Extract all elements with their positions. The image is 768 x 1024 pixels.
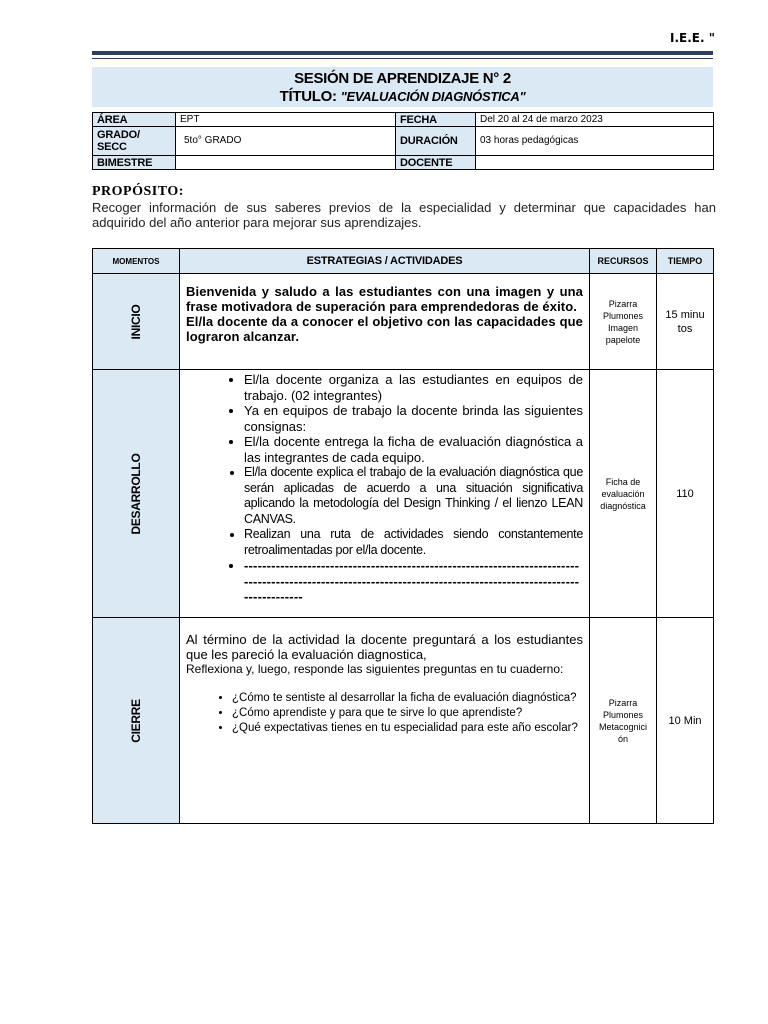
moment-desarrollo-label: DESARROLLO	[129, 452, 143, 535]
cierre-paragraph-1: Al término de la actividad la docente preguntará a los estudiantes que les pareció la evaluación diagnostica,	[186, 632, 583, 662]
grado-label: GRADO/ SECC	[93, 127, 176, 156]
institution-label: I.E.E. "	[670, 31, 715, 45]
resource-item: Metacognici	[598, 721, 648, 732]
list-item: • El/la docente organiza a las estudiantes en equipos de trabajo. (02 integrantes)	[244, 372, 583, 403]
list-item: • ¿Cómo aprendiste y para que te sirve lo que aprendiste?	[232, 706, 583, 721]
inicio-paragraph-1: Bienvenida y saludo a las estudiantes con una imagen y una frase motivadora de superación para emprendedoras de éxito.	[186, 284, 583, 314]
header-tiempo: TIEMPO	[657, 249, 714, 274]
resource-item: papelote	[605, 334, 641, 345]
grado-value: 5to° GRADO	[176, 127, 396, 156]
inicio-resources	[590, 274, 657, 370]
duracion-value: 03 horas pedagógicas	[476, 127, 714, 156]
header-momentos: MOMENTOS	[93, 249, 180, 274]
moment-desarrollo	[93, 370, 180, 618]
list-item: • Ya en equipos de trabajo la docente brinda las siguientes consignas:	[244, 403, 583, 434]
row-cierre	[93, 618, 714, 824]
session-subtitle: TÍTULO: "EVALUACIÓN DIAGNÓSTICA"	[279, 88, 526, 105]
resource-item: Imagen	[607, 322, 639, 333]
resource-item: Ficha de	[605, 476, 641, 487]
cierre-activities	[180, 618, 590, 824]
activities-table	[92, 248, 714, 824]
moment-inicio-label: INICIO	[129, 304, 143, 339]
list-item: • -----------------------------------------------------------------------------------------------------------------------------------------------------------------	[244, 558, 583, 605]
cierre-time: 10 Min	[657, 618, 714, 824]
header-recursos: RECURSOS	[590, 249, 657, 274]
proposito-text: Recoger información de sus saberes previos de la especialidad y determinar que capacidades han adquirido del año anterior para mejorar sus aprendizajes.	[92, 200, 716, 230]
cierre-question-list	[186, 691, 583, 736]
row-desarrollo	[93, 370, 714, 618]
list-item: • Realizan una ruta de actividades siendo constantemente retroalimentadas por el/la docente.	[244, 527, 583, 558]
resource-item: diagnóstica	[600, 500, 646, 511]
moment-inicio	[93, 274, 180, 370]
inicio-paragraph-2: El/la docente da a conocer el objetivo con las capacidades que lograron alcanzar.	[186, 314, 583, 344]
resource-item: Plumones	[602, 310, 644, 321]
table-header-row	[93, 249, 714, 274]
desarrollo-time: 110	[657, 370, 714, 618]
desarrollo-activities	[180, 370, 590, 618]
header-rule-thick	[92, 51, 713, 55]
moment-cierre-label: CIERRE	[129, 698, 143, 743]
docente-value	[476, 156, 714, 170]
inicio-time: 15 minutos	[657, 274, 714, 370]
fecha-label: FECHA	[396, 113, 476, 127]
session-topic: "EVALUACIÓN DIAGNÓSTICA"	[340, 89, 526, 104]
area-value: EPT	[176, 113, 396, 127]
info-table	[92, 112, 714, 170]
inicio-activities	[180, 274, 590, 370]
list-item: • El/la docente explica el trabajo de la evaluación diagnóstica que serán aplicadas de acuerdo a una situación significativa aplicando la metodología del Design Thinking / el lienzo LEAN CANVAS.	[244, 465, 583, 527]
header-estrategias: ESTRATEGIAS / ACTIVIDADES	[180, 249, 590, 274]
duracion-label: DURACIÓN	[396, 127, 476, 156]
session-title: SESIÓN DE APRENDIZAJE N° 2	[294, 70, 511, 87]
list-item: • El/la docente entrega la ficha de evaluación diagnóstica a las integrantes de cada equipo.	[244, 434, 583, 465]
fecha-value: Del 20 al 24 de marzo 2023	[476, 113, 714, 127]
resource-item: Pizarra	[608, 298, 638, 309]
proposito-heading: PROPÓSITO:	[92, 184, 184, 199]
resource-item: ón	[617, 733, 628, 744]
desarrollo-list	[186, 372, 583, 605]
list-item: • ¿Cómo te sentiste al desarrollar la ficha de evaluación diagnóstica?	[232, 691, 583, 706]
cierre-resources	[590, 618, 657, 824]
moment-cierre	[93, 618, 180, 824]
header-rule-thin	[92, 58, 713, 59]
docente-label: DOCENTE	[396, 156, 476, 170]
area-label: ÁREA	[93, 113, 176, 127]
resource-item: evaluación	[601, 488, 645, 499]
cierre-paragraph-2: Reflexiona y, luego, responde las siguientes preguntas en tu cuaderno:	[186, 662, 564, 676]
list-item: • ¿Qué expectativas tienes en tu especialidad para este año escolar?	[232, 721, 583, 736]
row-inicio	[93, 274, 714, 370]
bimestre-value	[176, 156, 396, 170]
resource-item: Pizarra	[608, 697, 638, 708]
title-box	[92, 67, 713, 107]
resource-item: Plumones	[602, 709, 644, 720]
desarrollo-resources	[590, 370, 657, 618]
bimestre-label: BIMESTRE	[93, 156, 176, 170]
